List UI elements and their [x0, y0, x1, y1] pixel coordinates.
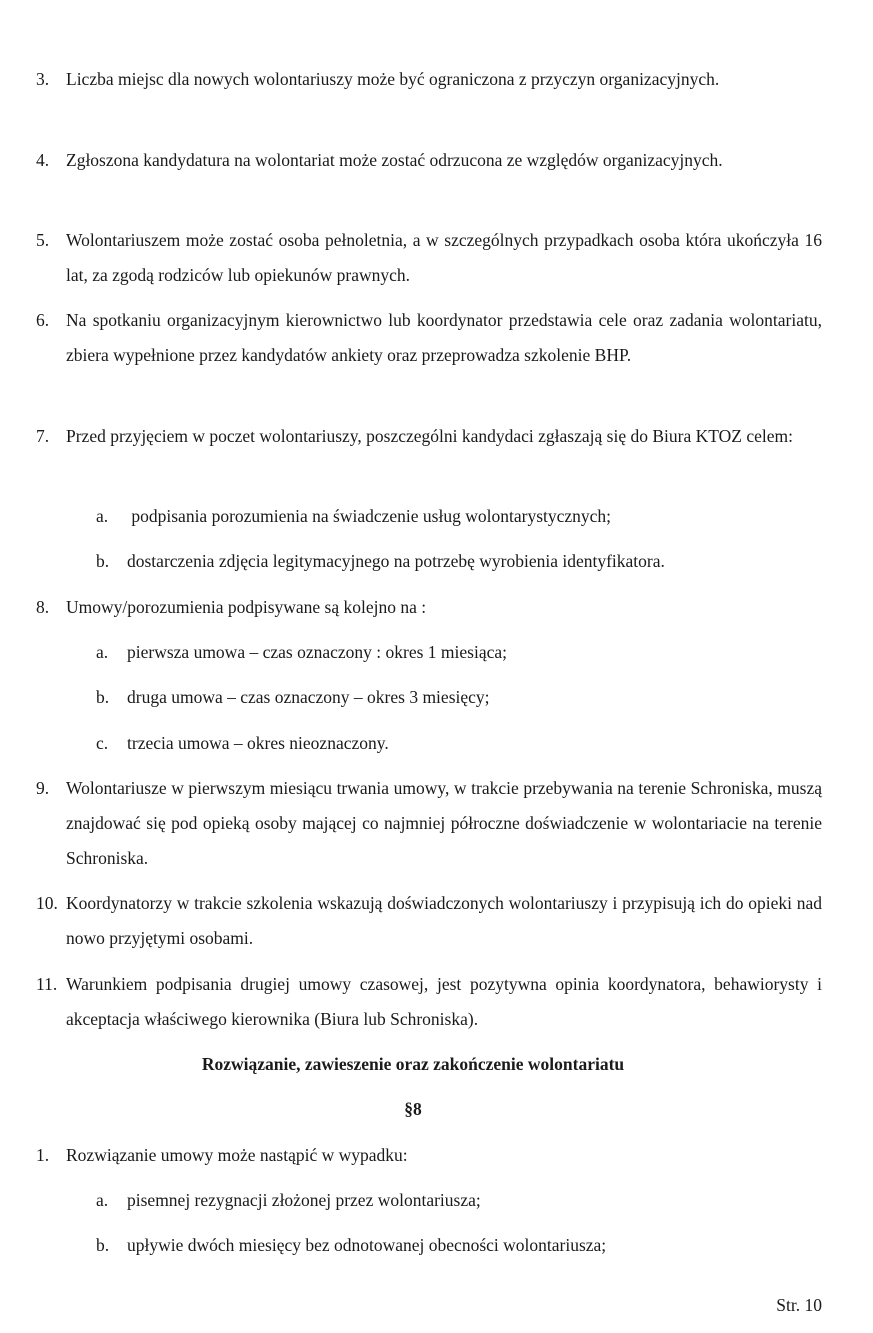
sub-list-item [96, 680, 816, 715]
item-number: 10. [36, 893, 58, 913]
item-number: 9. [36, 778, 50, 798]
item-text: Wolontariuszem może zostać osoba pełnoletnia, a w szczególnych przypadkach osoba która ukończyła 16 lat, za zgodą rodziców lub opiekunów prawnych. [66, 230, 822, 285]
item-text: Wolontariusze w pierwszym miesiącu trwania umowy, w trakcie przebywania na terenie Schroniska, muszą znajdować się pod opieką osoby mającej co najmniej półroczne doświadczenie w wolontariacie na terenie Schroniska. [66, 778, 822, 868]
section-symbol: §8 [404, 1099, 422, 1119]
sub-item-letter: a. [96, 1190, 109, 1210]
item-number: 11. [36, 974, 58, 994]
sub-list-item [96, 1228, 816, 1263]
list-item [36, 303, 822, 373]
item-text: Przed przyjęciem w poczet wolontariuszy, poszczególni kandydaci zgłaszają się do Biura KTOZ celem: [66, 426, 793, 446]
item-number: 6. [36, 310, 50, 330]
item-number: 4. [36, 150, 50, 170]
sub-item-text: trzecia umowa – okres nieoznaczony. [127, 733, 389, 753]
page-number: Str. 10 [776, 1295, 822, 1315]
list-item [36, 62, 822, 97]
item-number: 7. [36, 426, 50, 446]
item-number: 8. [36, 597, 50, 617]
item-number: 1. [36, 1145, 50, 1165]
item-text: Warunkiem podpisania drugiej umowy czasowej, jest pozytywna opinia koordynatora, behawiorysty i akceptacja właściwego kierownika (Biura lub Schroniska). [66, 974, 822, 1029]
item-number: 5. [36, 230, 50, 250]
sub-item-letter: b. [96, 551, 110, 571]
item-text: Na spotkaniu organizacyjnym kierownictwo lub koordynator przedstawia cele oraz zadania wolontariatu, zbiera wypełnione przez kandydatów ankiety oraz przeprowadza szkolenie BHP. [66, 310, 822, 365]
item-text: Liczba miejsc dla nowych wolontariuszy może być ograniczona z przyczyn organizacyjnych. [66, 69, 720, 89]
sub-item-text: pisemnej rezygnacji złożonej przez wolontariusza; [127, 1190, 481, 1210]
list-item [36, 1138, 822, 1173]
sub-item-letter: c. [96, 733, 109, 753]
list-item [36, 967, 822, 1037]
item-text: Zgłoszona kandydatura na wolontariat może zostać odrzucona ze względów organizacyjnych. [66, 150, 723, 170]
sub-item-letter: a. [96, 642, 109, 662]
list-item [36, 143, 822, 178]
sub-list-item [96, 726, 816, 761]
sub-list-item [96, 499, 816, 534]
item-text: Koordynatorzy w trakcie szkolenia wskazują doświadczonych wolontariuszy i przypisują ich do opieki nad nowo przyjętymi osobami. [66, 893, 822, 948]
list-item [36, 419, 822, 454]
sub-item-text: druga umowa – czas oznaczony – okres 3 miesięcy; [127, 687, 490, 707]
sub-list-item [96, 635, 816, 670]
sub-item-text: pierwsza umowa – czas oznaczony : okres 1 miesiąca; [127, 642, 507, 662]
section-heading: Rozwiązanie, zawieszenie oraz zakończenie wolontariatu [201, 1054, 625, 1074]
sub-item-text: dostarczenia zdjęcia legitymacyjnego na potrzebę wyrobienia identyfikatora. [127, 551, 665, 571]
list-item [36, 223, 822, 293]
list-item [36, 886, 822, 956]
sub-item-text: podpisania porozumienia na świadczenie usług wolontarystycznych; [127, 506, 612, 526]
item-text: Umowy/porozumienia podpisywane są kolejno na : [66, 597, 427, 617]
sub-item-text: upływie dwóch miesięcy bez odnotowanej obecności wolontariusza; [127, 1235, 607, 1255]
list-item [36, 590, 822, 625]
sub-item-letter: b. [96, 1235, 110, 1255]
sub-list-item [96, 1183, 816, 1218]
sub-item-letter: b. [96, 687, 110, 707]
item-text: Rozwiązanie umowy może nastąpić w wypadku: [66, 1145, 408, 1165]
item-number: 3. [36, 69, 50, 89]
list-item [36, 771, 822, 876]
sub-item-letter: a. [96, 506, 109, 526]
sub-list-item [96, 544, 816, 579]
